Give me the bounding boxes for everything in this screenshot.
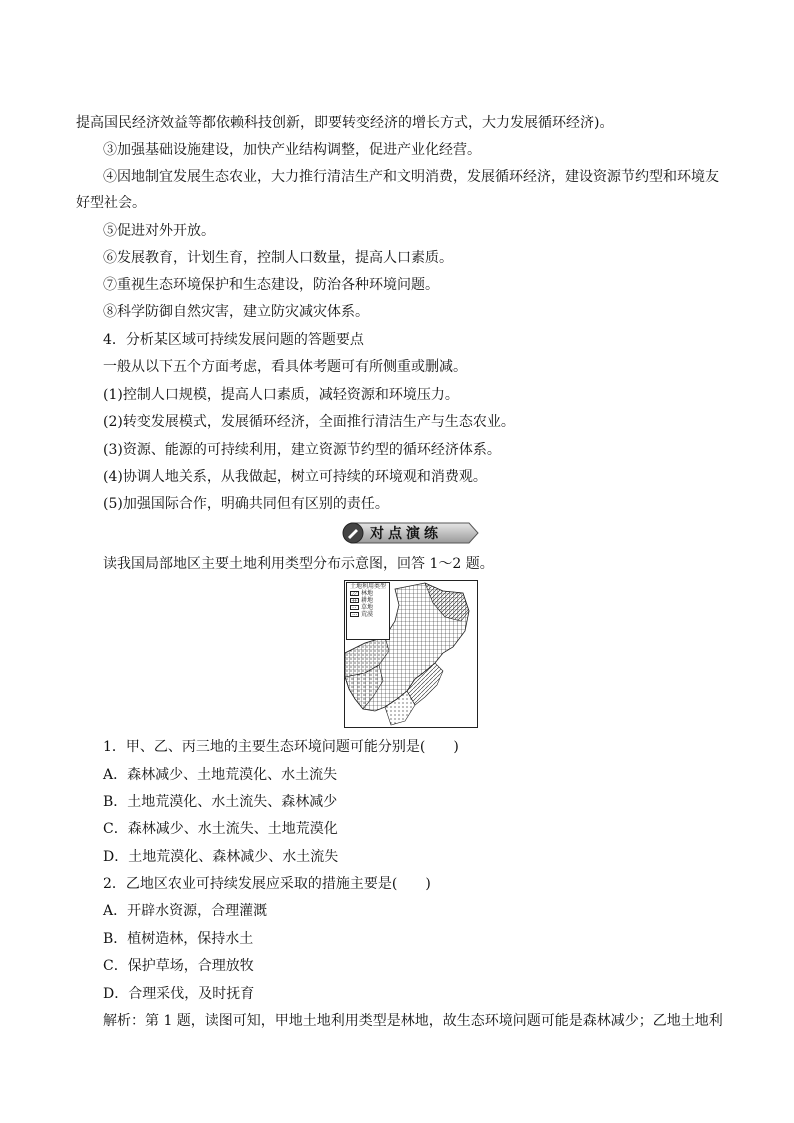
question-option: D．土地荒漠化、森林减少、水土流失 (103, 849, 339, 865)
legend-item (347, 590, 389, 597)
legend-item (347, 597, 389, 604)
question-stem: 2．乙地区农业可持续发展应采取的措施主要是( ) (103, 876, 431, 892)
analysis-text: 解析：第 1 题，读图可知，甲地土地利用类型是林地，故生态环境问题可能是森林减少；乙地土地利 (103, 1013, 723, 1029)
text-line: 好型社会。 (76, 195, 146, 211)
text-line: (4)协调人地关系，从我做起，树立可持续的环境观和消费观。 (103, 469, 487, 485)
question-option: D．合理采伐，及时抚育 (103, 986, 255, 1002)
text-line: ③加强基础设施建设，加快产业结构调整，促进产业化经营。 (103, 142, 481, 158)
text-line: 提高国民经济效益等都依赖科技创新，即要转变经济的增长方式，大力发展循环经济)。 (76, 115, 614, 131)
question-option: A．开辟水资源，合理灌溉 (103, 903, 268, 919)
map-legend (346, 582, 390, 640)
question-option: C．保护草场，合理放牧 (103, 958, 254, 974)
text-line: ④因地制宜发展生态农业，大力推行清洁生产和文明消费，发展循环经济，建设资源节约型和环境友 (103, 169, 719, 185)
text-line: ⑧科学防御自然灾害，建立防灾减灾体系。 (103, 304, 369, 320)
legend-label: 林地 (361, 590, 374, 597)
legend-item (347, 604, 389, 611)
text-line: ⑥发展教育，计划生育，控制人口数量，提高人口素质。 (103, 250, 453, 266)
question-intro: 读我国局部地区主要土地利用类型分布示意图，回答 1～2 题。 (103, 556, 494, 572)
legend-label: 草地 (361, 604, 374, 611)
section-heading: 4．分析某区域可持续发展问题的答题要点 (103, 332, 364, 348)
text-line: (1)控制人口规模，提高人口素质，减轻资源和环境压力。 (103, 387, 459, 403)
legend-label: 荒漠 (361, 611, 374, 618)
text-line: ⑦重视生态环境保护和生态建设，防治各种环境问题。 (103, 277, 439, 293)
question-option: B．土地荒漠化、水土流失、森林减少 (103, 794, 338, 810)
text-line: ⑤促进对外开放。 (103, 223, 215, 239)
text-line: (2)转变发展模式，发展循环经济，全面推行清洁生产与生态农业。 (103, 414, 515, 430)
question-option: A．森林减少、土地荒漠化、水土流失 (103, 767, 338, 783)
legend-label: 耕地 (361, 597, 374, 604)
legend-title: 土地利用类型 (349, 583, 386, 590)
banner-label: 对点演练 (370, 526, 442, 542)
text-line: (3)资源、能源的可持续利用，建立资源节约型的循环经济体系。 (103, 442, 501, 458)
legend-item (347, 611, 389, 618)
question-option: C．森林减少、水土流失、土地荒漠化 (103, 821, 338, 837)
question-option: B．植树造林，保持水土 (103, 931, 254, 947)
text-line: 一般从以下五个方面考虑，看具体考题可有所侧重或删减。 (103, 359, 467, 375)
question-stem: 1．甲、乙、丙三地的主要生态环境问题可能分别是( ) (103, 739, 459, 755)
text-line: (5)加强国际合作，明确共同但有区别的责任。 (103, 496, 389, 512)
